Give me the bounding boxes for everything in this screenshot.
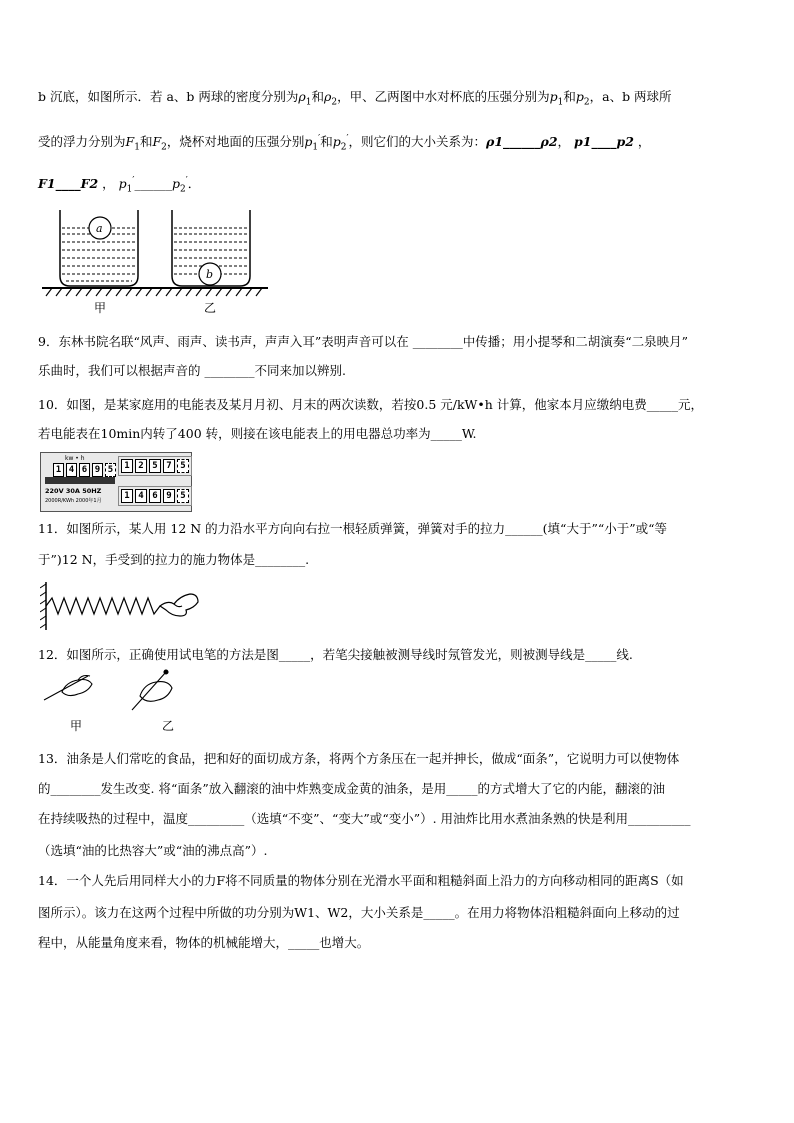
q10-line-1: 10．如图，是某家庭用的电能表及某月月初、月末的两次读数，若按0.5 元/kW•h 计算，他家本月应缴纳电费_____元， bbox=[38, 397, 704, 412]
ground-hatching bbox=[46, 288, 262, 296]
q8-text: ，则它们的大小关系为： bbox=[348, 134, 487, 150]
meter-digit: 6 bbox=[79, 463, 90, 477]
symbol-F: F bbox=[152, 134, 162, 150]
q8-text: 受的浮力分别为 bbox=[38, 134, 126, 150]
q8-text: 和 bbox=[311, 89, 324, 104]
meter-digit: 6 bbox=[149, 489, 161, 503]
meter-unit: kw • h bbox=[65, 455, 85, 462]
q8-text: ，a、b 两球所 bbox=[589, 89, 672, 104]
meter-digits bbox=[53, 463, 116, 477]
q13-line-4: （选填“油的比热容大”或“油的沸点高”）. bbox=[38, 843, 268, 858]
q12-line-1: 12．如图所示，正确使用试电笔的方法是图_____，若笔尖接触被测导线时氖管发光，则被测导线是_____线. bbox=[38, 647, 633, 662]
prime: ′ bbox=[346, 134, 349, 144]
caption-left: 甲 bbox=[70, 719, 83, 733]
q9-line-1: 9．东林书院名联“风声、雨声、读书声，声声入耳”表明声音可以在 ________中传播；用小提琴和二胡演奏“二泉映月” bbox=[38, 334, 688, 349]
subscript: 1 bbox=[305, 97, 312, 108]
meter-rate: 2000R/KWh 2000年1月 bbox=[45, 498, 102, 504]
caption-right: 乙 bbox=[162, 719, 175, 733]
symbol-rho: ρ bbox=[298, 89, 306, 104]
subscript: 1 bbox=[557, 97, 564, 108]
q11-line-1: 11．如图所示，某人用 12 N 的力沿水平方向向右拉一根轻质弹簧，弹簧对手的拉力______(填“大于”“小于”或“等 bbox=[38, 521, 667, 536]
subscript: 1 bbox=[134, 142, 140, 153]
symbol-p: p bbox=[549, 89, 558, 104]
subscript: 2 bbox=[340, 142, 347, 153]
q8-line-2 bbox=[38, 130, 650, 157]
blank-F: F1____F2 bbox=[38, 176, 99, 192]
meter-digit: 9 bbox=[92, 463, 103, 477]
subscript: 1 bbox=[126, 184, 133, 195]
prime: ′ bbox=[318, 134, 321, 144]
q8-text: ， bbox=[637, 134, 651, 150]
caption-left: 甲 bbox=[94, 301, 107, 315]
meter-digit: 1 bbox=[53, 463, 64, 477]
meter-spec: 220V 30A 50HZ bbox=[45, 487, 102, 495]
q14-line-1: 14．一个人先后用同样大小的力F将不同质量的物体分别在光滑水平面和粗糙斜面上沿力的方向移动相同的距离S（如 bbox=[38, 873, 684, 888]
q11-line-2: 于”)12 N，手受到的拉力的施力物体是________. bbox=[38, 552, 310, 567]
q10-line-2: 若电能表在10min内转了400 转，则接在该电能表上的用电器总功率为_____W. bbox=[38, 426, 477, 441]
q8-text: ， bbox=[557, 134, 571, 150]
subscript: 2 bbox=[161, 142, 167, 153]
beaker-left bbox=[60, 210, 138, 286]
reading-start bbox=[118, 456, 192, 476]
meter-digit: 1 bbox=[121, 459, 133, 473]
subscript: 2 bbox=[179, 184, 186, 195]
symbol-p: p bbox=[171, 176, 180, 192]
symbol-p: p bbox=[118, 176, 127, 192]
blank-rho: ρ1______ρ2 bbox=[486, 134, 558, 150]
meter-digit: 7 bbox=[163, 459, 175, 473]
reading-end bbox=[118, 486, 192, 506]
meter-digit: 5 bbox=[177, 459, 189, 473]
q8-text: ，甲、乙两图中水对杯底的压强分别为 bbox=[337, 89, 550, 104]
symbol-p: p bbox=[575, 89, 584, 104]
q8-text: ，烧杯对地面的压强分别 bbox=[166, 134, 305, 150]
q14-line-2: 图所示）。该力在这两个过程中所做的功分别为W1、W2，大小关系是_____。在用力将物体沿粗糙斜面向上移动的过 bbox=[38, 905, 680, 920]
ball-a-label: a bbox=[96, 222, 103, 235]
q9-line-2: 乐曲时，我们可以根据声音的 ________不同来加以辨别. bbox=[38, 363, 346, 378]
q14-line-3: 程中，从能量角度来看，物体的机械能增大，_____也增大。 bbox=[38, 935, 370, 950]
meter-digit: 1 bbox=[121, 489, 133, 503]
subscript: 1 bbox=[312, 142, 319, 153]
test-pen-right bbox=[132, 670, 172, 710]
beaker-figure bbox=[42, 206, 268, 322]
subscript: 2 bbox=[583, 97, 590, 108]
meter-digit: 5 bbox=[177, 489, 189, 503]
meter-digit: 4 bbox=[66, 463, 77, 477]
caption-right: 乙 bbox=[204, 301, 217, 315]
prime: ′ bbox=[185, 176, 188, 186]
q8-text: b 沉底，如图所示．若 a、b 两球的密度分别为 bbox=[38, 89, 299, 104]
q8-text: ． bbox=[187, 176, 201, 192]
meter-digit: 2 bbox=[135, 459, 147, 473]
q8-text: 和 bbox=[563, 89, 576, 104]
hand-icon bbox=[160, 594, 198, 616]
symbol-p: p bbox=[304, 134, 313, 150]
q8-text: ， bbox=[102, 176, 115, 192]
meter-digit: 4 bbox=[135, 489, 147, 503]
q8-text: 和 bbox=[139, 134, 153, 150]
prime: ′ bbox=[132, 176, 135, 186]
q13-line-2: 的________发生改变. 将“面条”放入翻滚的油中炸熟变成金黄的油条，是用_____的方式增大了它的内能，翻滚的油 bbox=[38, 781, 665, 796]
meter-digit: 5 bbox=[149, 459, 161, 473]
meter-digit: 5 bbox=[105, 463, 116, 477]
meter-digit: 9 bbox=[163, 489, 175, 503]
test-pen-left bbox=[44, 676, 92, 701]
beaker-right bbox=[172, 210, 250, 286]
q13-line-1: 13．油条是人们常吃的食品，把和好的面切成方条，将两个方条压在一起并抻长，做成“面条”，它说明力可以使物体 bbox=[38, 751, 680, 766]
q8-line-1 bbox=[38, 88, 672, 112]
q8-line-3: F1____F2 ， $p_1'\_\_\_\_\_\_p_2'$． bbox=[38, 176, 201, 195]
symbol-F: F bbox=[125, 134, 135, 150]
q13-line-3: 在持续吸热的过程中，温度_________（选填“不变”、“变大”或“变小”）. 用油炸比用水煮油条熟的快是利用__________ bbox=[38, 811, 691, 826]
subscript: 2 bbox=[331, 97, 338, 108]
symbol-rho: ρ bbox=[324, 89, 332, 104]
spring bbox=[46, 598, 160, 614]
spring-figure bbox=[40, 580, 200, 632]
blank-p: p1____p2 bbox=[574, 134, 634, 150]
symbol-p: p bbox=[332, 134, 341, 150]
ball-b-label: b bbox=[206, 268, 214, 281]
meter-disc bbox=[45, 477, 115, 484]
test-pen-figure bbox=[42, 666, 192, 738]
q8-text: 和 bbox=[320, 134, 333, 150]
